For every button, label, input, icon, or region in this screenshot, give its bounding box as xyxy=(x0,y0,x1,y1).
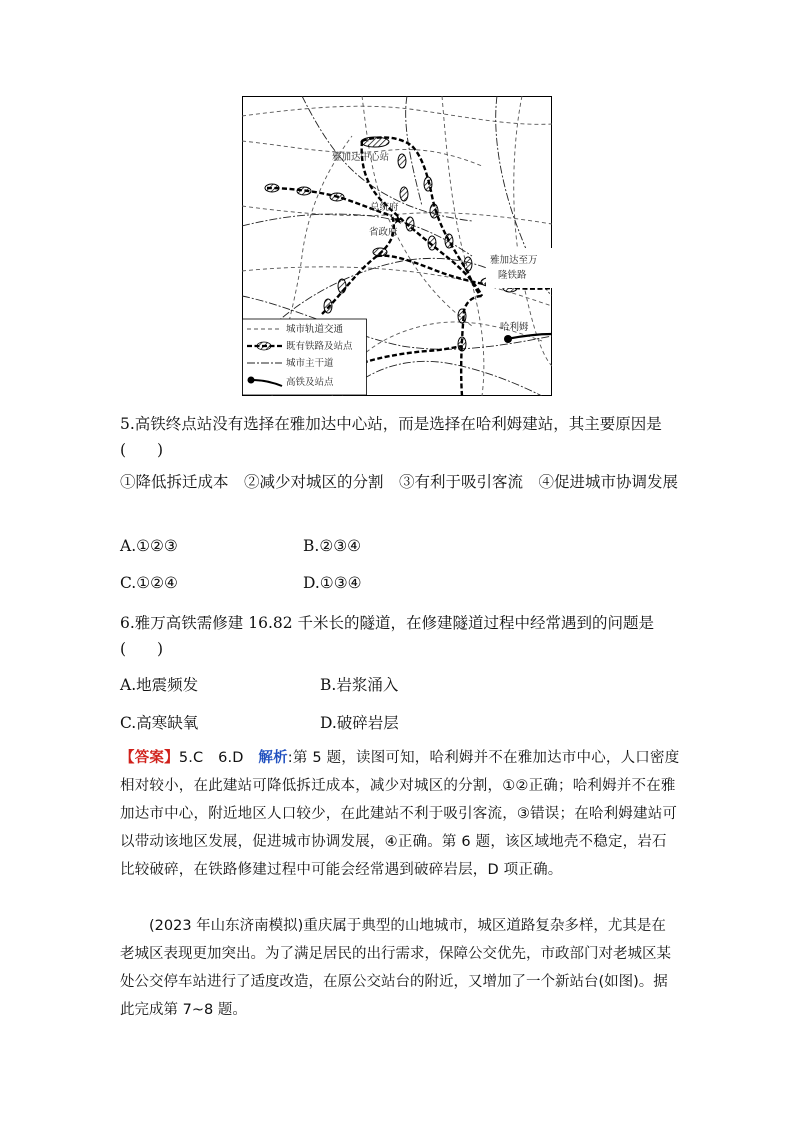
label-railway-2: 隆铁路 xyxy=(498,270,527,281)
q5-option-b[interactable]: B.②③④ xyxy=(303,537,362,555)
legend-metro: 城市轨道交通 xyxy=(286,324,344,335)
q5-option-c[interactable]: C.①②④ xyxy=(120,574,178,592)
label-province: 省政府 xyxy=(369,227,398,238)
legend-rail: 既有铁路及站点 xyxy=(286,341,353,352)
q6-option-c[interactable]: C.高寒缺氧 xyxy=(120,714,199,732)
q6-option-d[interactable]: D.破碎岩层 xyxy=(320,714,399,732)
q6-option-a[interactable]: A.地震频发 xyxy=(120,676,199,694)
q5-option-a[interactable]: A.①②③ xyxy=(120,537,178,555)
label-center-station: 雅加达中心站 xyxy=(332,152,390,163)
label-halim: 哈利姆 xyxy=(500,322,529,333)
answer-values: 5.C 6.D xyxy=(178,750,259,766)
q5-stem: 5.高铁终点站没有选择在雅加达中心站，而是选择在哈利姆建站，其主要原因是 xyxy=(120,415,662,433)
q6-option-b[interactable]: B.岩浆涌入 xyxy=(320,676,399,694)
analysis-tag: 解析 xyxy=(258,750,288,766)
passage-7-8: (2023 年山东济南模拟)重庆属于典型的山地城市，城区道路复杂多样，尤其是在老城区表现更加突出。为了满足居民的出行需求，保障公交优先，市政部门对老城区某处公交停车站进行了适度改造，在原公交站台的附近，又增加了一个新站台(如图)。据此完成第 7~8 题。 xyxy=(120,918,671,1018)
map-legend xyxy=(243,319,367,395)
legend-road: 城市主干道 xyxy=(286,358,334,369)
q5-statements: ①降低拆迁成本 ②减少对城区的分割 ③有利于吸引客流 ④促进城市协调发展 xyxy=(120,473,679,491)
question-5 xyxy=(120,411,680,463)
answer-block xyxy=(120,744,680,884)
q6-stem: 6.雅万高铁需修建 16.82 千米长的隧道，在修建隧道过程中经常遇到的问题是 xyxy=(120,614,655,632)
q6-bracket: ( ) xyxy=(120,640,164,658)
analysis-text: :第 5 题，读图可知，哈利姆并不在雅加达市中心，人口密度相对较小，在此建站可降低拆迁成本，减少对城区的分割，①②正确；哈利姆并不在雅加达市中心，附近地区人口较少，在此建站不利于吸引客流，③错误；在哈利姆建站可以带动该地区发展，促进城市协调发展，④正确。第 6 题，该区域地壳不稳定，岩石比较破碎，在铁路修建过程中可能会经常遇到破碎岩层，D 项正确。 xyxy=(120,750,680,878)
railway-map xyxy=(242,96,552,396)
label-president: 总统府 xyxy=(370,202,399,213)
answer-tag: 【答案】 xyxy=(120,750,179,766)
q5-option-d[interactable]: D.①③④ xyxy=(303,574,362,592)
legend-hsr: 高铁及站点 xyxy=(286,377,334,388)
q5-bracket: ( ) xyxy=(120,441,164,459)
president-star-icon: ★ xyxy=(392,213,404,228)
halim-station-icon xyxy=(504,335,512,343)
question-6 xyxy=(120,610,680,662)
label-railway-1: 雅加达至万 xyxy=(490,255,538,266)
